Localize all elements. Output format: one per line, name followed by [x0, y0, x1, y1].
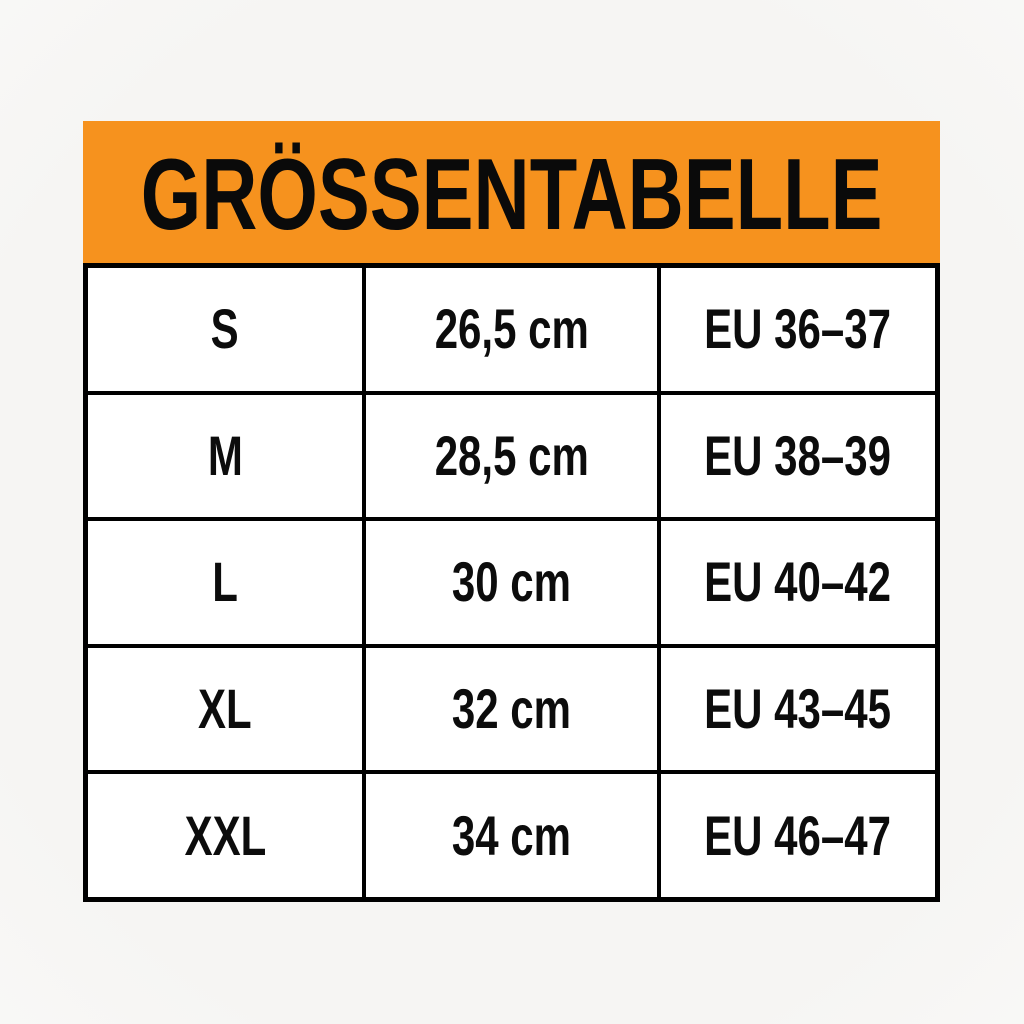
length-value: 28,5 cm — [434, 424, 589, 488]
size-chart-header — [83, 121, 940, 263]
table-row-s — [86, 266, 938, 393]
size-cell — [86, 646, 365, 772]
length-cell — [364, 519, 659, 645]
size-label: M — [207, 424, 243, 488]
size-chart-title: GRÖSSENTABELLE — [140, 138, 883, 251]
size-cell — [86, 519, 365, 645]
size-table — [83, 263, 940, 902]
eu-range-cell — [659, 393, 938, 519]
eu-range-value: EU 36–37 — [704, 297, 892, 361]
size-label: S — [211, 297, 240, 361]
length-cell — [364, 772, 659, 899]
eu-range-cell — [659, 772, 938, 899]
size-label: XXL — [184, 803, 266, 867]
size-chart — [83, 121, 940, 902]
eu-range-value: EU 40–42 — [704, 550, 892, 614]
size-label: XL — [198, 676, 252, 740]
table-row-xl — [86, 646, 938, 772]
length-cell — [364, 646, 659, 772]
length-value: 26,5 cm — [434, 297, 589, 361]
table-row-l — [86, 519, 938, 645]
length-value: 32 cm — [451, 676, 572, 740]
size-cell — [86, 266, 365, 393]
table-row-xxl — [86, 772, 938, 899]
size-cell — [86, 772, 365, 899]
length-value: 34 cm — [451, 803, 572, 867]
eu-range-cell — [659, 266, 938, 393]
size-label: L — [212, 550, 238, 614]
table-row-m — [86, 393, 938, 519]
length-cell — [364, 266, 659, 393]
eu-range-value: EU 38–39 — [704, 424, 892, 488]
eu-range-value: EU 46–47 — [704, 803, 892, 867]
eu-range-cell — [659, 519, 938, 645]
length-value: 30 cm — [451, 550, 572, 614]
size-cell — [86, 393, 365, 519]
length-cell — [364, 393, 659, 519]
eu-range-value: EU 43–45 — [704, 676, 892, 740]
eu-range-cell — [659, 646, 938, 772]
